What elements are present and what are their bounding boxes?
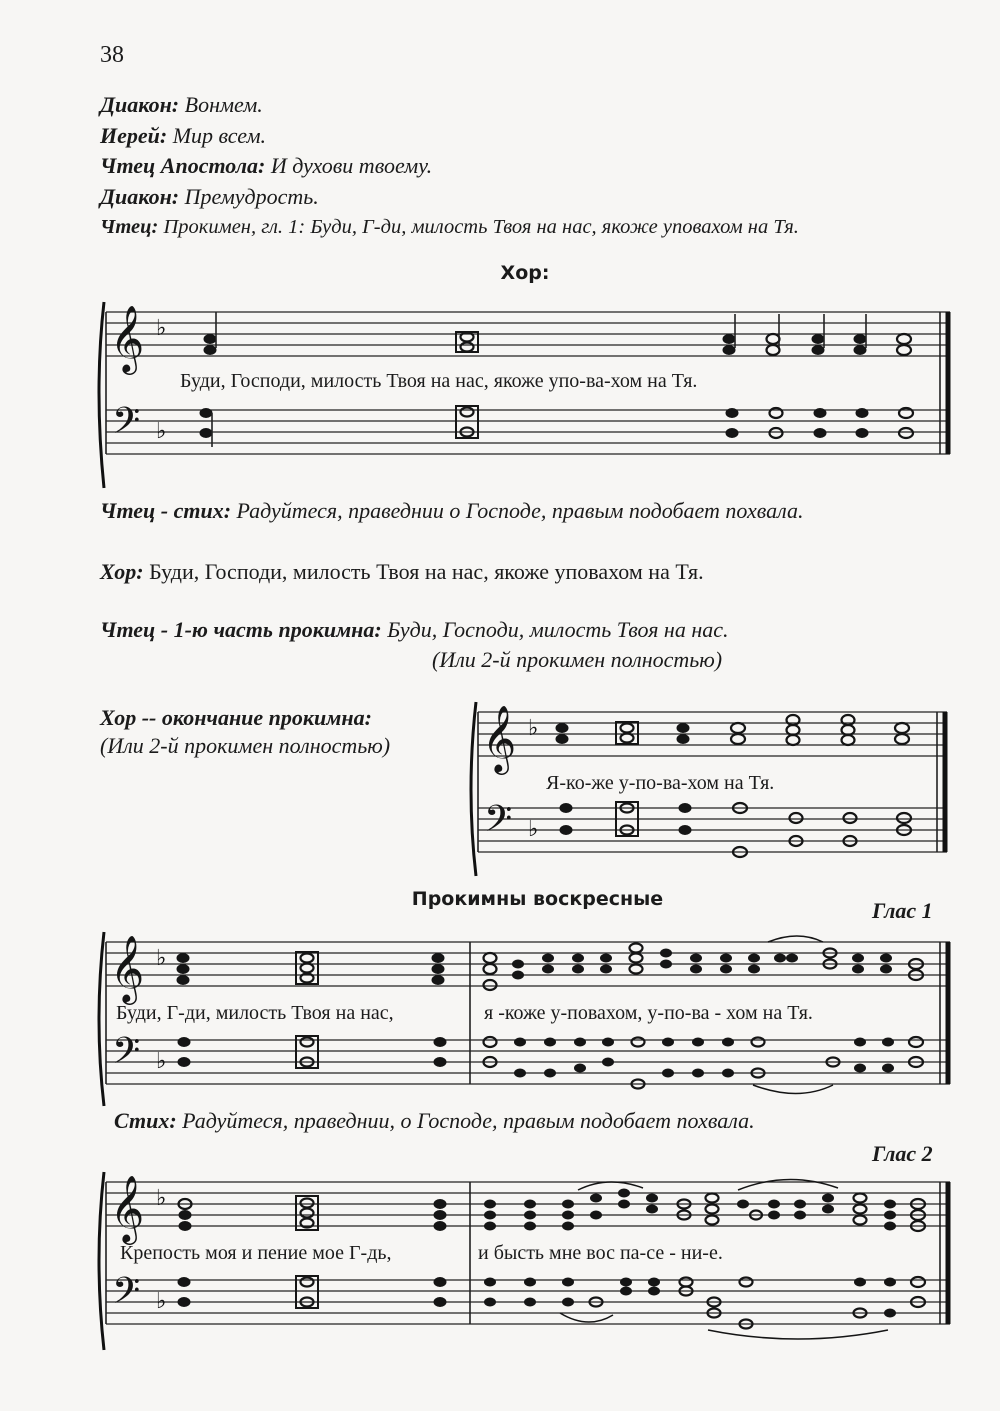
dialog-line xyxy=(100,151,799,182)
flat-icon: ♭ xyxy=(528,817,539,842)
dialog-line xyxy=(100,212,799,243)
dialog-role: Чтец Апостола: xyxy=(100,153,266,178)
flat-icon: ♭ xyxy=(156,1186,167,1211)
tone2-lyrics-a: Крепость моя и пение мое Г-дь, xyxy=(120,1242,392,1264)
dialog-line xyxy=(100,90,799,121)
tone2-lyrics-b: и бысть мне вос па-се - ни-е. xyxy=(478,1242,723,1264)
choir-ending-role: Хор -- окончание прокимна: xyxy=(100,705,372,730)
bass-clef-icon: 𝄢 xyxy=(484,798,513,849)
flat-icon: ♭ xyxy=(156,1289,167,1314)
treble-clef-icon: 𝄞 xyxy=(110,934,145,1002)
stave1-lyrics: Буди, Господи, милость Твоя на нас, якоже упо-ва-хом на Тя. xyxy=(180,370,698,392)
treble-notes xyxy=(177,936,924,990)
choir-heading: Хор: xyxy=(500,262,550,284)
treble-clef-icon: 𝄞 xyxy=(482,704,517,772)
tone1-label: Глас 1 xyxy=(872,898,933,923)
staff-lines-bass xyxy=(106,1040,950,1084)
bass-clef-icon: 𝄢 xyxy=(112,1270,141,1321)
reader-line xyxy=(100,617,729,643)
verse-text: Радуйтеся, праведнии о Господе, правым подобает похвала. xyxy=(236,498,804,523)
bass-notes xyxy=(178,1036,924,1094)
flat-icon: ♭ xyxy=(528,716,539,741)
treble-notes xyxy=(556,715,910,745)
verse-role: Чтец - стих: xyxy=(100,498,232,523)
tone1-lyrics-b: я -коже у-повахом, у-по-ва - хом на Тя. xyxy=(484,1002,813,1024)
bass-notes xyxy=(200,406,914,447)
system-brace xyxy=(471,702,476,876)
dialog-text: Премудрость. xyxy=(184,183,319,209)
system-brace xyxy=(99,1172,104,1350)
dialog-role: Иерей: xyxy=(100,122,168,148)
reader-note: (Или 2-й прокимен полностью) xyxy=(432,647,723,672)
reader-role: Чтец - 1-ю часть прокимна: xyxy=(100,617,382,642)
section-title: Прокимны воскресные xyxy=(411,888,664,910)
verse-text: Радуйтеся, праведнии, о Господе, правым подобает похвала. xyxy=(182,1108,755,1133)
bass-notes xyxy=(178,1276,926,1339)
dialog-text: И духови твоему. xyxy=(270,153,433,178)
staff-lines-bass xyxy=(478,808,947,852)
verse-line xyxy=(100,498,803,524)
tone2-label: Глас 2 xyxy=(872,1141,933,1166)
reader-text: Буди, Господи, милость Твоя на нас. xyxy=(387,617,729,642)
choir-ending-note: (Или 2-й прокимен полностью) xyxy=(100,733,391,758)
dialog-role: Чтец: xyxy=(100,216,159,238)
choir-text: Буди, Господи, милость Твоя на нас, якоже уповахом на Тя. xyxy=(149,559,704,584)
system-brace xyxy=(99,932,104,1106)
dialog-role: Диакон: xyxy=(100,183,180,209)
dialog-role: Диакон: xyxy=(100,92,180,117)
system-brace xyxy=(99,302,104,488)
music-stave-1 xyxy=(98,300,958,490)
dialog-text: Прокимен, гл. 1: Буди, Г-ди, милость Твоя на нас, якоже уповахом на Тя. xyxy=(163,216,799,238)
flat-icon: ♭ xyxy=(156,316,167,341)
stave2-lyrics: Я-ко-же у-по-ва-хом на Тя. xyxy=(546,772,775,794)
flat-icon: ♭ xyxy=(156,1049,167,1074)
page-number: 38 xyxy=(100,42,124,68)
tone1-lyrics-a: Буди, Г-ди, милость Твоя на нас, xyxy=(116,1002,394,1024)
treble-clef-icon: 𝄞 xyxy=(110,1174,145,1242)
dialog-line xyxy=(100,121,799,152)
treble-notes xyxy=(179,1179,926,1231)
flat-icon: ♭ xyxy=(156,419,167,444)
verse2-line xyxy=(114,1108,755,1134)
dialog-text: Вонмем. xyxy=(184,92,263,117)
bass-clef-icon: 𝄢 xyxy=(112,1030,141,1081)
treble-clef-icon: 𝄞 xyxy=(110,304,145,372)
bass-clef-icon: 𝄢 xyxy=(112,400,141,451)
verse-role: Стих: xyxy=(114,1108,177,1133)
liturgical-dialog xyxy=(100,90,799,243)
dialog-text: Мир всем. xyxy=(172,122,267,148)
choir-role: Хор: xyxy=(100,559,144,584)
dialog-line xyxy=(100,182,799,213)
staff-lines-treble xyxy=(478,712,947,756)
flat-icon: ♭ xyxy=(156,946,167,971)
choir-line xyxy=(100,559,704,585)
